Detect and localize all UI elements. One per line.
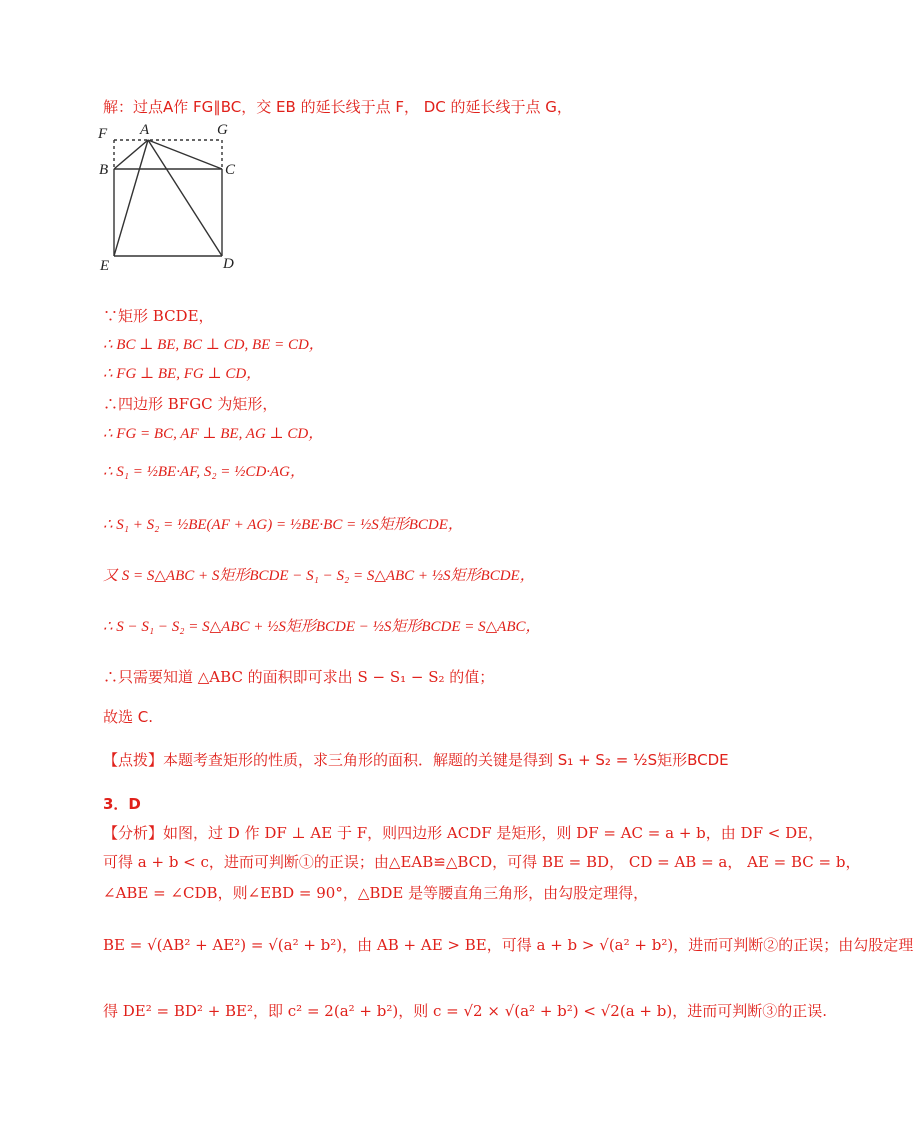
step-conclusion: ∴只需要知道 △ABC 的面积即可求出 S − S₁ − S₂ 的值； [103,668,495,686]
hint-paragraph: 【点拨】本题考查矩形的性质，求三角形的面积．解题的关键是得到 S₁ + S₂ = ½S矩形BCDE [103,751,729,769]
label-a: A [140,122,150,138]
analysis-line-4: BE = √(AB² + AE²) = √(a² + b²)，由 AB + AE > BE，可得 a + b > √(a² + b²)，进而可判断②的正误；由勾股定理 [103,936,913,954]
segment-ac [148,140,222,169]
step-area-s1-s2: ∴ S₁ = ½BE·AF, S₂ = ½CD·AG， [103,464,306,480]
step-total-area: 又 S = S△ABC + S矩形BCDE − S₁ − S₂ = S△ABC + ½S矩形BCDE， [103,568,535,584]
geometry-figure [96,118,246,278]
analysis-line-2: 可得 a + b < c，进而可判断①的正误；由△EAB≌△BCD，可得 BE = BD， CD = AB = a， AE = BC = b， [103,853,861,871]
analysis-line-5: 得 DE² = BD² + BE²，即 c² = 2(a² + b²)，则 c = √2 × √(a² + b²) < √2(a + b)，进而可判断③的正误. [103,1002,827,1020]
step-sum: ∴ S₁ + S₂ = ½BE(AF + AG) = ½BE·BC = ½S矩形BCDE， [103,517,463,533]
analysis-line-3: ∠ABE = ∠CDB，则∠EBD = 90°，△BDE 是等腰直角三角形，由勾股定理得， [103,884,649,902]
label-g: G [217,122,228,138]
step-quadrilateral: ∴四边形 BFGC 为矩形， [103,395,278,413]
step-rectangle: ∵矩形 BCDE， [103,307,214,325]
solution-intro: 解：过点A作 FG∥BC，交 EB 的延长线于点 F， DC 的延长线于点 G， [103,98,572,116]
segment-ad [148,140,222,256]
step-equalities: ∴ FG = BC, AF ⊥ BE, AG ⊥ CD， [103,426,324,442]
label-c: C [225,162,236,178]
question-3-header: 3．D [103,795,141,813]
segment-ab [114,140,148,169]
label-b: B [99,162,109,178]
label-d: D [223,256,234,272]
analysis-line-1: 【分析】如图，过 D 作 DF ⊥ AE 于 F，则四边形 ACDF 是矩形，则 DF = AC = a + b，由 DF < DE， [103,824,824,842]
step-difference: ∴ S − S₁ − S₂ = S△ABC + ½S矩形BCDE − ½S矩形BCDE = S△ABC， [103,619,541,635]
answer-choice: 故选 C. [103,708,154,726]
segment-ae [114,140,148,256]
step-perpendicular-2: ∴ FG ⊥ BE, FG ⊥ CD， [103,366,262,382]
label-e: E [100,258,110,274]
step-perpendicular-1: ∴ BC ⊥ BE, BC ⊥ CD, BE = CD， [103,337,324,353]
label-f: F [98,126,108,142]
